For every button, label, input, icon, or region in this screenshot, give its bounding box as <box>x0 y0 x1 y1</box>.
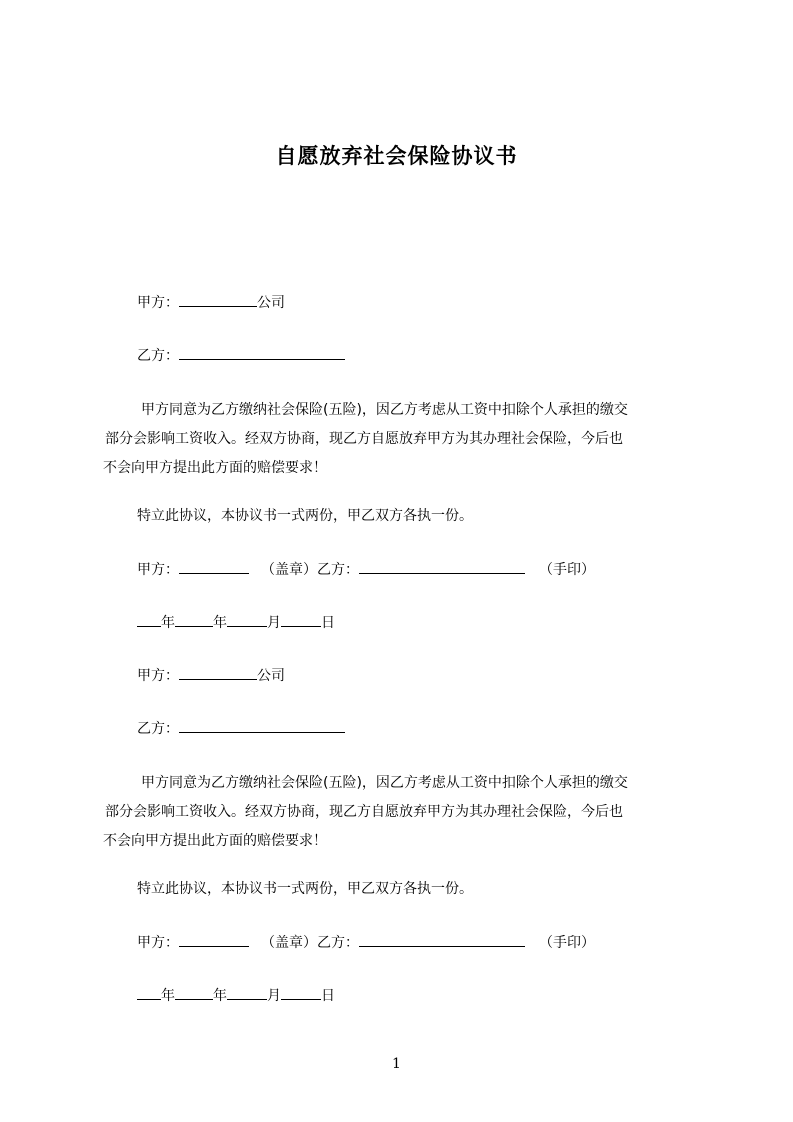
sign-b-blank <box>359 558 525 574</box>
document-title: 自愿放弃社会保险协议书 <box>275 144 518 168</box>
month-blank <box>227 611 267 627</box>
party-b-line <box>137 717 345 739</box>
party-a-suffix: 公司 <box>257 668 285 684</box>
seal-label: （盖章）乙方： <box>261 935 359 951</box>
year2-label: 年 <box>213 988 227 1004</box>
agreement-body <box>103 769 693 856</box>
agreement-body-line: 甲方同意为乙方缴纳社会保险(五险)，因乙方考虑从工资中扣除个人承担的缴交 <box>141 775 628 791</box>
sign-b-blank <box>359 931 525 947</box>
fingerprint-label: （手印） <box>539 562 595 578</box>
day-label: 日 <box>321 615 335 631</box>
agreement-body <box>103 396 693 483</box>
year-label: 年 <box>161 988 175 1004</box>
signature-line <box>137 931 595 953</box>
year2-label: 年 <box>213 615 227 631</box>
sign-a-blank <box>179 931 249 947</box>
sign-a-label: 甲方： <box>137 562 179 578</box>
party-a-label: 甲方： <box>137 295 179 311</box>
party-a-suffix: 公司 <box>257 295 285 311</box>
day-blank <box>281 984 321 1000</box>
closing-statement: 特立此协议，本协议书一式两份，甲乙双方各执一份。 <box>137 508 473 524</box>
agreement-body-line: 不会向甲方提出此方面的赔偿要求！ <box>103 833 327 849</box>
year-blank <box>137 611 161 627</box>
agreement-body-line: 部分会影响工资收入。经双方协商，现乙方自愿放弃甲方为其办理社会保险，今后也 <box>105 431 623 447</box>
party-a-blank <box>179 664 257 680</box>
month-label: 月 <box>267 615 281 631</box>
fingerprint-label: （手印） <box>539 935 595 951</box>
party-a-blank <box>179 291 257 307</box>
page-number: 1 <box>392 1056 401 1072</box>
signature-line <box>137 558 595 580</box>
agreement-body-line: 不会向甲方提出此方面的赔偿要求！ <box>103 460 327 476</box>
year2-blank <box>175 611 213 627</box>
party-a-line <box>137 664 285 686</box>
date-line <box>137 611 335 633</box>
sign-a-blank <box>179 558 249 574</box>
agreement-body-line: 部分会影响工资收入。经双方协商，现乙方自愿放弃甲方为其办理社会保险，今后也 <box>105 804 623 820</box>
party-b-line <box>137 344 345 366</box>
party-b-blank <box>179 717 345 733</box>
date-line <box>137 984 335 1006</box>
party-a-line <box>137 291 285 313</box>
party-b-blank <box>179 344 345 360</box>
party-b-label: 乙方： <box>137 721 179 737</box>
sign-a-label: 甲方： <box>137 935 179 951</box>
seal-label: （盖章）乙方： <box>261 562 359 578</box>
month-blank <box>227 984 267 1000</box>
year-blank <box>137 984 161 1000</box>
day-label: 日 <box>321 988 335 1004</box>
party-b-label: 乙方： <box>137 348 179 364</box>
party-a-label: 甲方： <box>137 668 179 684</box>
day-blank <box>281 611 321 627</box>
year-label: 年 <box>161 615 175 631</box>
month-label: 月 <box>267 988 281 1004</box>
agreement-body-line: 甲方同意为乙方缴纳社会保险(五险)，因乙方考虑从工资中扣除个人承担的缴交 <box>141 402 628 418</box>
year2-blank <box>175 984 213 1000</box>
closing-statement: 特立此协议，本协议书一式两份，甲乙双方各执一份。 <box>137 881 473 897</box>
